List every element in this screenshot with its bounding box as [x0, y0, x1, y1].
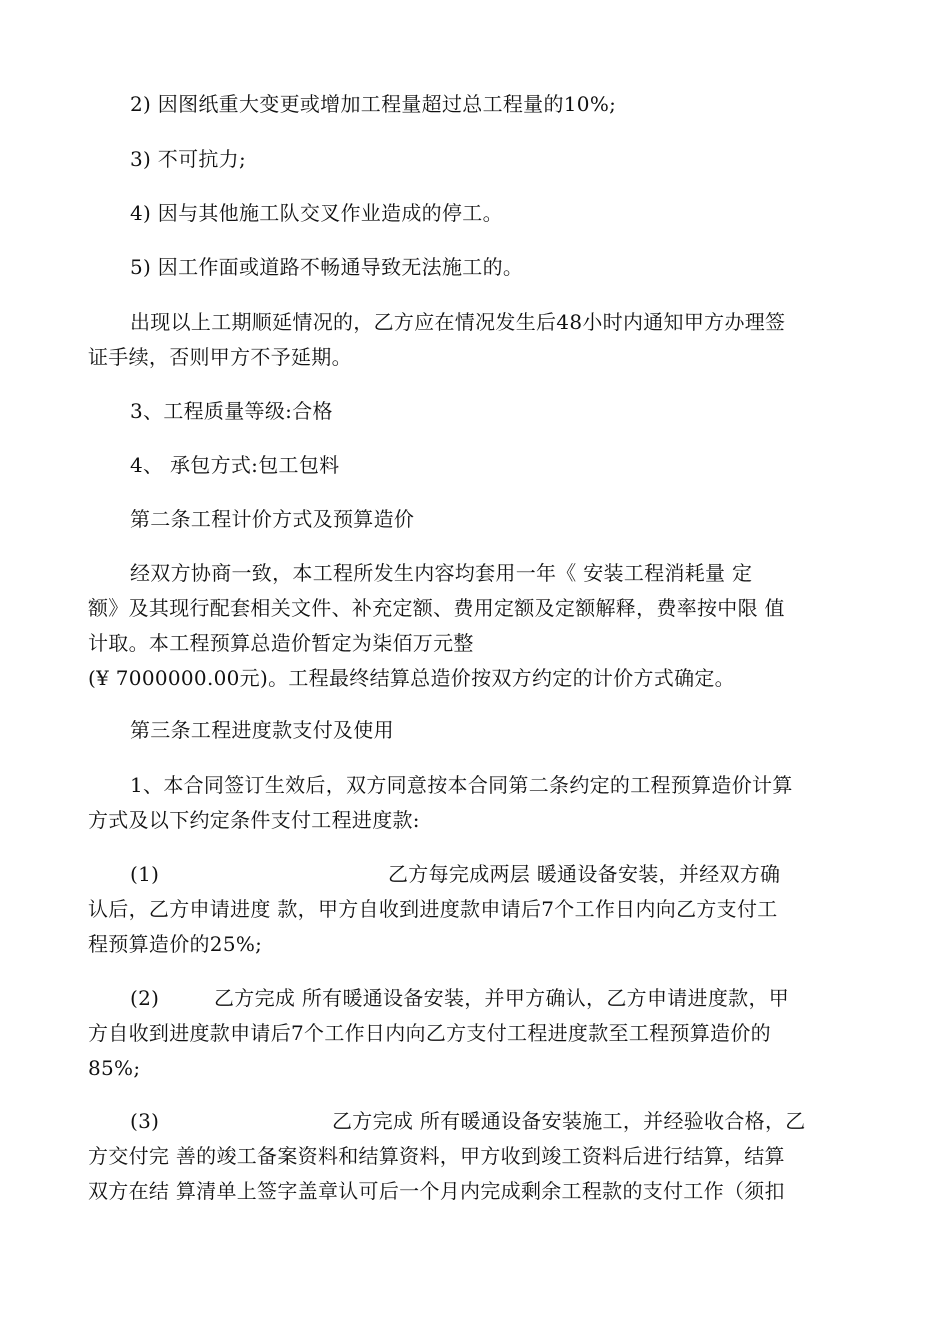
list-item-3: 3) 不可抗力;	[130, 147, 247, 171]
clause-3-line-2: 方交付完 善的竣工备案资料和结算资料，甲方收到竣工资料后进行结算，结算	[88, 1144, 785, 1168]
article-2-heading: 第二条工程计价方式及预算造价	[130, 507, 415, 531]
clause-2-line-3: 85%;	[88, 1056, 141, 1080]
article-2-line-1: 经双方协商一致，本工程所发生内容均套用一年《 安装工程消耗量 定	[130, 561, 753, 585]
clause-3-line-1: 乙方完成 所有暖通设备安装施工，并经验收合格，乙	[332, 1109, 806, 1133]
clause-2-line-1: 乙方完成 所有暖通设备安装，并甲方确认，乙方申请进度款，甲	[214, 986, 790, 1010]
clause-1-line-2: 认后，乙方申请进度 款，甲方自收到进度款申请后7个工作日内向乙方支付工	[88, 897, 778, 921]
quality-grade: 3、工程质量等级:合格	[130, 399, 333, 423]
clause-1-number: (1)	[130, 862, 160, 886]
clause-1-line-3: 程预算造价的25%;	[88, 932, 263, 956]
article-2-line-2: 额》及其现行配套相关文件、补充定额、费用定额及定额解释，费率按中限 值	[88, 596, 785, 620]
article-3-heading: 第三条工程进度款支付及使用	[130, 718, 394, 742]
list-item-2: 2) 因图纸重大变更或增加工程量超过总工程量的10%;	[130, 92, 617, 116]
clause-3-number: (3)	[130, 1109, 160, 1133]
clause-3-line-3: 双方在结 算清单上签字盖章认可后一个月内完成剩余工程款的支付工作（须扣	[88, 1179, 785, 1203]
clause-2-number: (2)	[130, 986, 160, 1010]
delay-notice-line-2: 证手续，否则甲方不予延期。	[88, 345, 352, 369]
article-3-p1-line-2: 方式及以下约定条件支付工程进度款:	[88, 808, 420, 832]
contract-mode: 4、 承包方式:包工包料	[130, 453, 340, 477]
list-item-5: 5) 因工作面或道路不畅通导致无法施工的。	[130, 255, 524, 279]
article-3-p1-line-1: 1、本合同签订生效后，双方同意按本合同第二条约定的工程预算造价计算	[130, 773, 793, 797]
clause-1-line-1: 乙方每完成两层 暖通设备安装，并经双方确	[388, 862, 781, 886]
list-item-4: 4) 因与其他施工队交叉作业造成的停工。	[130, 201, 503, 225]
clause-2-line-2: 方自收到进度款申请后7个工作日内向乙方支付工程进度款至工程预算造价的	[88, 1021, 771, 1045]
delay-notice-line-1: 出现以上工期顺延情况的，乙方应在情况发生后48小时内通知甲方办理签	[130, 310, 786, 334]
article-2-line-3: 计取。本工程预算总造价暂定为柒佰万元整	[88, 631, 474, 655]
article-2-line-4: (¥ 7000000.00元)。工程最终结算总造价按双方约定的计价方式确定。	[88, 666, 735, 690]
